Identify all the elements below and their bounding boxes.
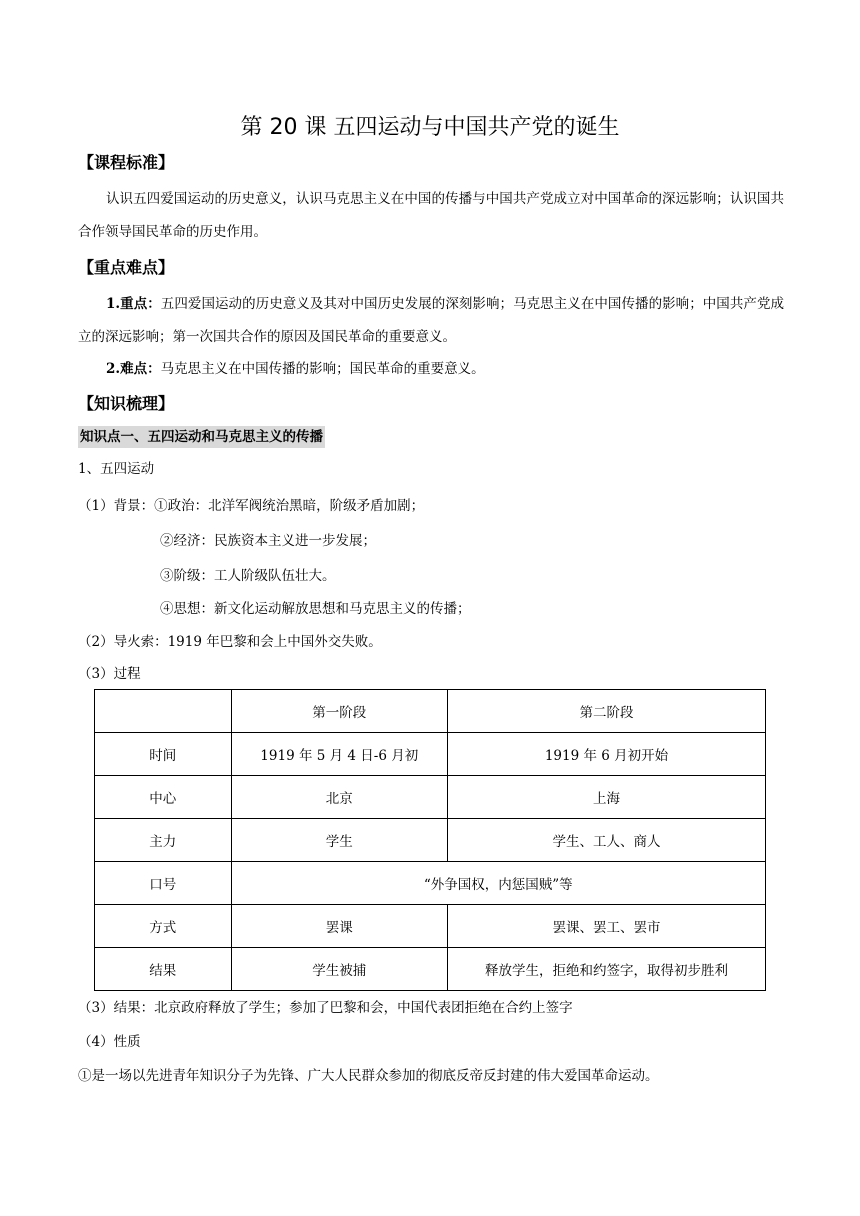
background-class: ③阶级：工人阶级队伍壮大。 (160, 568, 336, 584)
subsection-may-fourth: 1、五四运动 (78, 461, 155, 477)
table-cell: 上海 (447, 776, 765, 819)
key-point-1-body: 五四爱国运动的历史意义及其对中国历史发展的深刻影响；马克思主义在中国传播的影响；中国共产党成立的深远影响；第一次国共合作的原因及国民革命的重要意义。 (78, 296, 785, 345)
table-cell: 主力 (95, 819, 232, 862)
table-cell: 口号 (95, 862, 232, 905)
table-row (95, 733, 766, 776)
key-point-2-label: 2.难点： (106, 361, 161, 377)
table-cell: 结果 (95, 948, 232, 991)
result-text: （3）结果：北京政府释放了学生；参加了巴黎和会，中国代表团拒绝在合约上签字 (78, 1000, 573, 1016)
table-header-row (95, 690, 766, 733)
knowledge-point-1: 知识点一、五四运动和马克思主义的传播 (78, 426, 325, 448)
nature-label: （4）性质 (78, 1034, 141, 1050)
background-thought: ④思想：新文化运动解放思想和马克思主义的传播； (160, 601, 471, 617)
knowledge-heading: 【知识梳理】 (78, 394, 175, 413)
key-point-1-label: 1.重点： (106, 296, 161, 312)
curriculum-heading: 【课程标准】 (78, 153, 175, 172)
table-cell-merged: “外争国权，内惩国贼”等 (231, 862, 765, 905)
lesson-title: 第 20 课 五四运动与中国共产党的诞生 (240, 115, 620, 140)
trigger-text: （2）导火索：1919 年巴黎和会上中国外交失败。 (78, 634, 382, 650)
process-label: （3）过程 (78, 666, 141, 682)
background-economy: ②经济：民族资本主义进一步发展； (160, 533, 376, 549)
table-row (95, 948, 766, 991)
table-cell: 1919 年 6 月初开始 (447, 733, 765, 776)
table-cell: 罢课、罢工、罢市 (447, 905, 765, 948)
key-points-heading: 【重点难点】 (78, 258, 175, 277)
background-politics: （1）背景：①政治：北洋军阀统治黑暗，阶级矛盾加剧； (78, 498, 425, 514)
table-row (95, 905, 766, 948)
process-table (94, 689, 766, 991)
curriculum-body: 认识五四爱国运动的历史意义，认识马克思主义在中国的传播与中国共产党成立对中国革命的深远影响；认识国共合作领导国民革命的历史作用。 (78, 191, 784, 240)
table-cell: 学生、工人、商人 (447, 819, 765, 862)
table-row (95, 862, 766, 905)
key-point-1 (78, 288, 784, 354)
key-point-2 (78, 353, 784, 386)
table-cell: 释放学生，拒绝和约签字，取得初步胜利 (447, 948, 765, 991)
key-point-2-body: 马克思主义在中国传播的影响；国民革命的重要意义。 (160, 361, 485, 377)
table-cell: 方式 (95, 905, 232, 948)
table-cell (95, 690, 232, 733)
table-cell: 学生被捕 (231, 948, 447, 991)
table-cell: 学生 (231, 819, 447, 862)
table-cell: 第一阶段 (231, 690, 447, 733)
table-cell: 时间 (95, 733, 232, 776)
table-cell: 中心 (95, 776, 232, 819)
table-row (95, 776, 766, 819)
table-cell: 北京 (231, 776, 447, 819)
table-cell: 1919 年 5 月 4 日-6 月初 (231, 733, 447, 776)
nature-item-1: ①是一场以先进青年知识分子为先锋、广大人民群众参加的彻底反帝反封建的伟大爱国革命运动。 (78, 1068, 659, 1084)
table-row (95, 819, 766, 862)
table-cell: 第二阶段 (447, 690, 765, 733)
table-cell: 罢课 (231, 905, 447, 948)
